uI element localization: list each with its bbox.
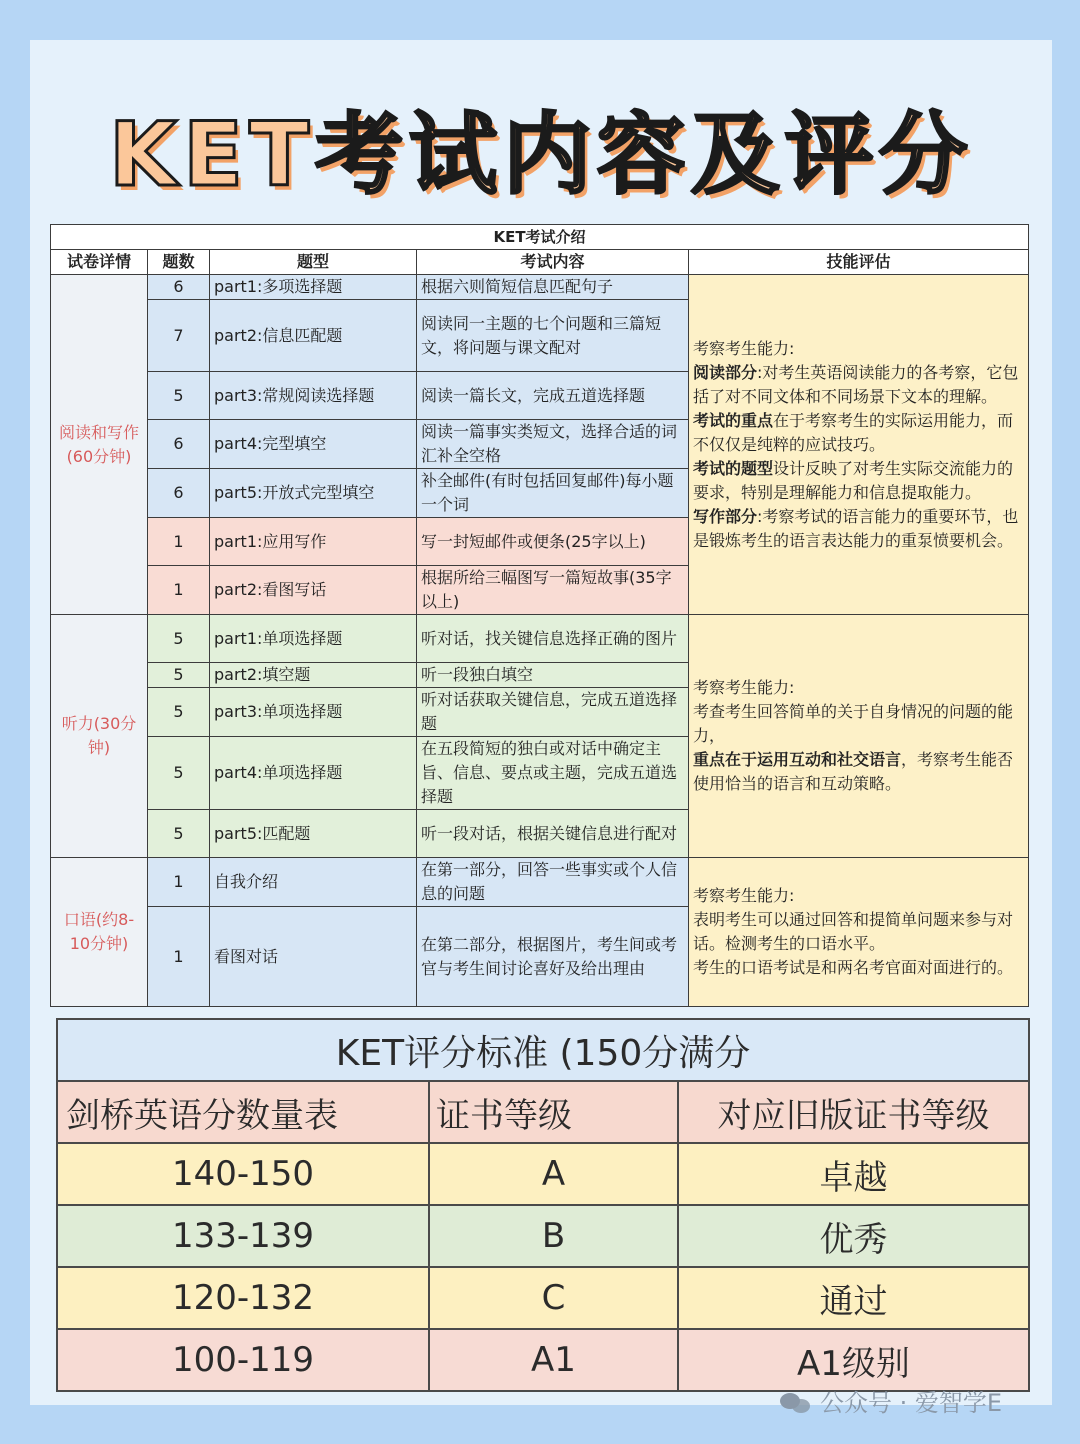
score-row: [57, 1143, 1029, 1205]
skill-line: [693, 908, 1024, 956]
table-row: [51, 615, 1029, 663]
question-count: 5: [148, 615, 210, 663]
skill-line: [693, 956, 1024, 980]
skill-line: [693, 505, 1024, 553]
table-row: [51, 858, 1029, 907]
ket-score-table: [56, 1018, 1030, 1392]
question-type: 看图对话: [210, 907, 417, 1007]
score-row: [57, 1205, 1029, 1267]
score-old: 卓越: [678, 1143, 1029, 1205]
exam-content: 听对话获取关键信息，完成五道选择题: [417, 688, 689, 737]
watermark: [780, 1385, 1002, 1421]
question-type: part1:单项选择题: [210, 615, 417, 663]
skill-line: [693, 457, 1024, 505]
exam-content: 阅读一篇事实类短文，选择合适的词汇补全空格: [417, 420, 689, 469]
question-type: part2:填空题: [210, 663, 417, 688]
page-title: KET考试内容及评分: [108, 103, 974, 206]
header-type: 题型: [210, 250, 417, 275]
exam-content: 补全邮件(有时包括回复邮件)每小题一个词: [417, 469, 689, 518]
question-type: part3:单项选择题: [210, 688, 417, 737]
skill-assessment: [689, 858, 1029, 1007]
exam-content: 阅读一篇长文，完成五道选择题: [417, 372, 689, 420]
question-count: 5: [148, 663, 210, 688]
exam-content: 听一段对话，根据关键信息进行配对: [417, 810, 689, 858]
score-old: 优秀: [678, 1205, 1029, 1267]
score-row: [57, 1329, 1029, 1391]
score-range: 100-119: [57, 1329, 429, 1391]
exam-content: 写一封短邮件或便条(25字以上): [417, 518, 689, 566]
exam-content: 阅读同一主题的七个问题和三篇短文，将问题与课文配对: [417, 300, 689, 372]
intro-header-row: [51, 250, 1029, 275]
watermark-text: 公众号 · 爱智学E: [820, 1389, 1003, 1417]
question-count: 6: [148, 420, 210, 469]
question-type: part5:开放式完型填空: [210, 469, 417, 518]
exam-content: 听一段独白填空: [417, 663, 689, 688]
question-type: part3:常规阅读选择题: [210, 372, 417, 420]
skill-emphasis: 写作部分: [693, 506, 758, 526]
header-content: 考试内容: [417, 250, 689, 275]
intro-caption: KET考试介绍: [51, 225, 1029, 250]
question-type: part4:单项选择题: [210, 737, 417, 810]
exam-content: 在五段简短的独白或对话中确定主旨、信息、要点或主题，完成五道选择题: [417, 737, 689, 810]
skill-text: ，考察考生能否使用恰当的语言和互动策略。: [693, 750, 1014, 793]
score-header-scale: 剑桥英语分数量表: [57, 1081, 429, 1143]
skill-intro: 考察考生能力:: [693, 886, 795, 905]
header-section: 试卷详情: [51, 250, 148, 275]
skill-line: [693, 700, 1024, 748]
question-count: 5: [148, 737, 210, 810]
question-type: part1:应用写作: [210, 518, 417, 566]
skill-text: 考生的口语考试是和两名考官面对面进行的。: [693, 958, 1014, 977]
score-grade: A: [429, 1143, 678, 1205]
section-name: 口语(约8-10分钟): [51, 858, 148, 1007]
skill-assessment: [689, 275, 1029, 615]
question-count: 5: [148, 372, 210, 420]
question-type: part1:多项选择题: [210, 275, 417, 300]
question-count: 1: [148, 858, 210, 907]
skill-intro: 考察考生能力:: [693, 338, 795, 358]
question-count: 1: [148, 566, 210, 615]
ket-intro-table: [50, 224, 1029, 1007]
skill-emphasis: 阅读部分: [693, 362, 758, 382]
question-type: part2:看图写话: [210, 566, 417, 615]
skill-emphasis: 考试的题型: [693, 458, 774, 478]
question-count: 5: [148, 810, 210, 858]
skill-emphasis: 重点在于运用互动和社交语言: [693, 750, 902, 769]
question-type: 自我介绍: [210, 858, 417, 907]
question-count: 5: [148, 688, 210, 737]
skill-text: 在于考察考生的实际运用能力，而不仅仅是纯粹的应试技巧。: [693, 410, 1014, 454]
skill-text: 考查考生回答简单的关于自身情况的问题的能力，: [693, 702, 1014, 745]
skill-text: 设计反映了对考生实际交流能力的要求，特别是理解能力和信息提取能力。: [693, 458, 1014, 502]
question-type: part2:信息匹配题: [210, 300, 417, 372]
skill-text: :对考生英语阅读能力的各考察，它包括了对不同文体和不同场景下文本的理解。: [693, 362, 1019, 406]
score-grade: A1: [429, 1329, 678, 1391]
exam-content: 根据所给三幅图写一篇短故事(35字以上): [417, 566, 689, 615]
skill-emphasis: 考试的重点: [693, 410, 774, 430]
wechat-icon: [780, 1391, 812, 1415]
skill-intro: 考察考生能力:: [693, 678, 795, 697]
skill-line: [693, 750, 1013, 793]
skill-line: [693, 409, 1024, 457]
score-old: A1级别: [678, 1329, 1029, 1391]
score-range: 140-150: [57, 1143, 429, 1205]
skill-assessment: [689, 615, 1029, 858]
question-count: 6: [148, 469, 210, 518]
skill-text: :考察考试的语言能力的重要环节，也是锻炼考生的语言表达能力的重泵愤要机会。: [693, 506, 1019, 550]
header-count: 题数: [148, 250, 210, 275]
question-type: part4:完型填空: [210, 420, 417, 469]
score-header-grade: 证书等级: [429, 1081, 678, 1143]
question-count: 1: [148, 907, 210, 1007]
header-skill: 技能评估: [689, 250, 1029, 275]
score-range: 133-139: [57, 1205, 429, 1267]
score-row: [57, 1267, 1029, 1329]
score-old: 通过: [678, 1267, 1029, 1329]
section-name: 听力(30分钟): [51, 615, 148, 858]
question-count: 1: [148, 518, 210, 566]
exam-content: 在第二部分，根据图片，考生间或考官与考生间讨论喜好及给出理由: [417, 907, 689, 1007]
skill-line: [693, 361, 1024, 409]
question-count: 6: [148, 275, 210, 300]
skill-text: 表明考生可以通过回答和提简单问题来参与对话。检测考生的口语水平。: [693, 910, 1014, 953]
exam-content: 在第一部分，回答一些事实或个人信息的问题: [417, 858, 689, 907]
score-grade: B: [429, 1205, 678, 1267]
section-name: 阅读和写作(60分钟): [51, 275, 148, 615]
question-type: part5:匹配题: [210, 810, 417, 858]
question-count: 7: [148, 300, 210, 372]
score-header-row: [57, 1081, 1029, 1143]
exam-content: 根据六则简短信息匹配句子: [417, 275, 689, 300]
score-title: KET评分标准 (150分满分: [57, 1019, 1029, 1081]
table-row: [51, 275, 1029, 300]
score-grade: C: [429, 1267, 678, 1329]
score-header-old: 对应旧版证书等级: [678, 1081, 1029, 1143]
score-range: 120-132: [57, 1267, 429, 1329]
exam-content: 听对话，找关键信息选择正确的图片: [417, 615, 689, 663]
